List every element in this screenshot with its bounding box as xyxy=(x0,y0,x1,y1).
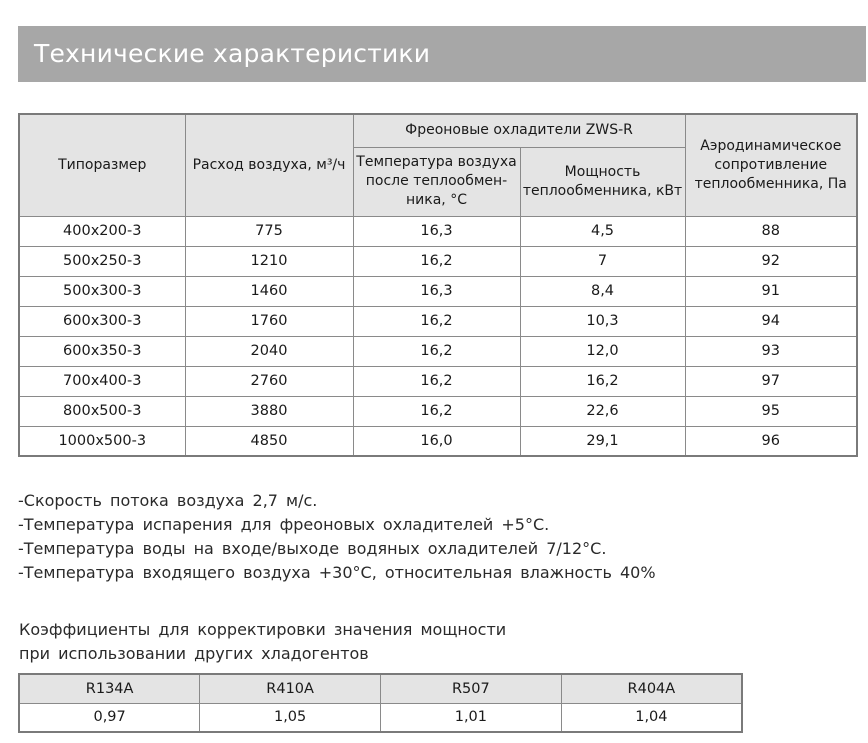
cell-resistance: 88 xyxy=(685,216,857,246)
coef-header: R404A xyxy=(561,674,742,703)
cell-temp: 16,3 xyxy=(353,276,520,306)
table-row xyxy=(19,246,857,276)
cell-resistance: 93 xyxy=(685,336,857,366)
cell-power: 10,3 xyxy=(520,306,685,336)
cell-temp: 16,2 xyxy=(353,366,520,396)
page-title: Технические характеристики xyxy=(18,26,866,82)
cell-resistance: 92 xyxy=(685,246,857,276)
header-power: Мощность теплообменника, кВт xyxy=(520,147,685,216)
header-airflow: Расход воздуха, м³/ч xyxy=(185,114,353,216)
cell-resistance: 94 xyxy=(685,306,857,336)
note-item: -Температура испарения для фреоновых охладителей +5°С. xyxy=(18,515,550,534)
cell-temp: 16,3 xyxy=(353,216,520,246)
cell-size: 800х500-3 xyxy=(19,396,185,426)
notes-list xyxy=(18,489,718,585)
cell-airflow: 1210 xyxy=(185,246,353,276)
cell-size: 400х200-3 xyxy=(19,216,185,246)
cell-power: 12,0 xyxy=(520,336,685,366)
cell-size: 500х300-3 xyxy=(19,276,185,306)
table-row xyxy=(19,216,857,246)
header-group: Фреоновые охладители ZWS-R xyxy=(353,114,685,147)
cell-power: 8,4 xyxy=(520,276,685,306)
cell-power: 7 xyxy=(520,246,685,276)
spec-table xyxy=(18,113,858,457)
cell-size: 700х400-3 xyxy=(19,366,185,396)
table-row xyxy=(19,366,857,396)
table-row xyxy=(19,396,857,426)
cell-airflow: 1760 xyxy=(185,306,353,336)
cell-power: 4,5 xyxy=(520,216,685,246)
note-item: -Температура воды на входе/выходе водяных охладителей 7/12°С. xyxy=(18,539,607,558)
cell-temp: 16,2 xyxy=(353,306,520,336)
header-size: Типоразмер xyxy=(19,114,185,216)
cell-airflow: 775 xyxy=(185,216,353,246)
cell-power: 29,1 xyxy=(520,426,685,456)
coef-value: 0,97 xyxy=(19,703,200,732)
cell-temp: 16,2 xyxy=(353,246,520,276)
cell-resistance: 95 xyxy=(685,396,857,426)
cell-size: 1000х500-3 xyxy=(19,426,185,456)
note-item: -Скорость потока воздуха 2,7 м/с. xyxy=(18,491,318,510)
table-row xyxy=(19,336,857,366)
cell-airflow: 2760 xyxy=(185,366,353,396)
coef-value: 1,04 xyxy=(561,703,742,732)
table-row xyxy=(19,276,857,306)
coef-header: R410A xyxy=(200,674,381,703)
coef-header: R134A xyxy=(19,674,200,703)
note-item: -Температура входящего воздуха +30°С, относительная влажность 40% xyxy=(18,563,656,582)
header-temp: Температура воздуха после теплообмен-ника, °С xyxy=(353,147,520,216)
cell-resistance: 91 xyxy=(685,276,857,306)
cell-airflow: 2040 xyxy=(185,336,353,366)
coef-caption xyxy=(19,618,619,666)
coef-header: R507 xyxy=(381,674,562,703)
header-resistance: Аэродинамическое сопротивление теплообменника, Па xyxy=(685,114,857,216)
table-row xyxy=(19,306,857,336)
cell-airflow: 3880 xyxy=(185,396,353,426)
coef-table xyxy=(18,673,743,733)
coef-value: 1,01 xyxy=(381,703,562,732)
cell-size: 600х300-3 xyxy=(19,306,185,336)
coef-caption-line: при использовании других хладогентов xyxy=(19,644,369,663)
table-row xyxy=(19,703,742,732)
cell-temp: 16,2 xyxy=(353,396,520,426)
cell-temp: 16,0 xyxy=(353,426,520,456)
table-row xyxy=(19,426,857,456)
cell-power: 16,2 xyxy=(520,366,685,396)
coef-caption-line: Коэффициенты для корректировки значения мощности xyxy=(19,620,507,639)
cell-size: 500х250-3 xyxy=(19,246,185,276)
cell-resistance: 97 xyxy=(685,366,857,396)
cell-power: 22,6 xyxy=(520,396,685,426)
coef-value: 1,05 xyxy=(200,703,381,732)
cell-airflow: 4850 xyxy=(185,426,353,456)
cell-airflow: 1460 xyxy=(185,276,353,306)
cell-resistance: 96 xyxy=(685,426,857,456)
cell-size: 600х350-3 xyxy=(19,336,185,366)
cell-temp: 16,2 xyxy=(353,336,520,366)
